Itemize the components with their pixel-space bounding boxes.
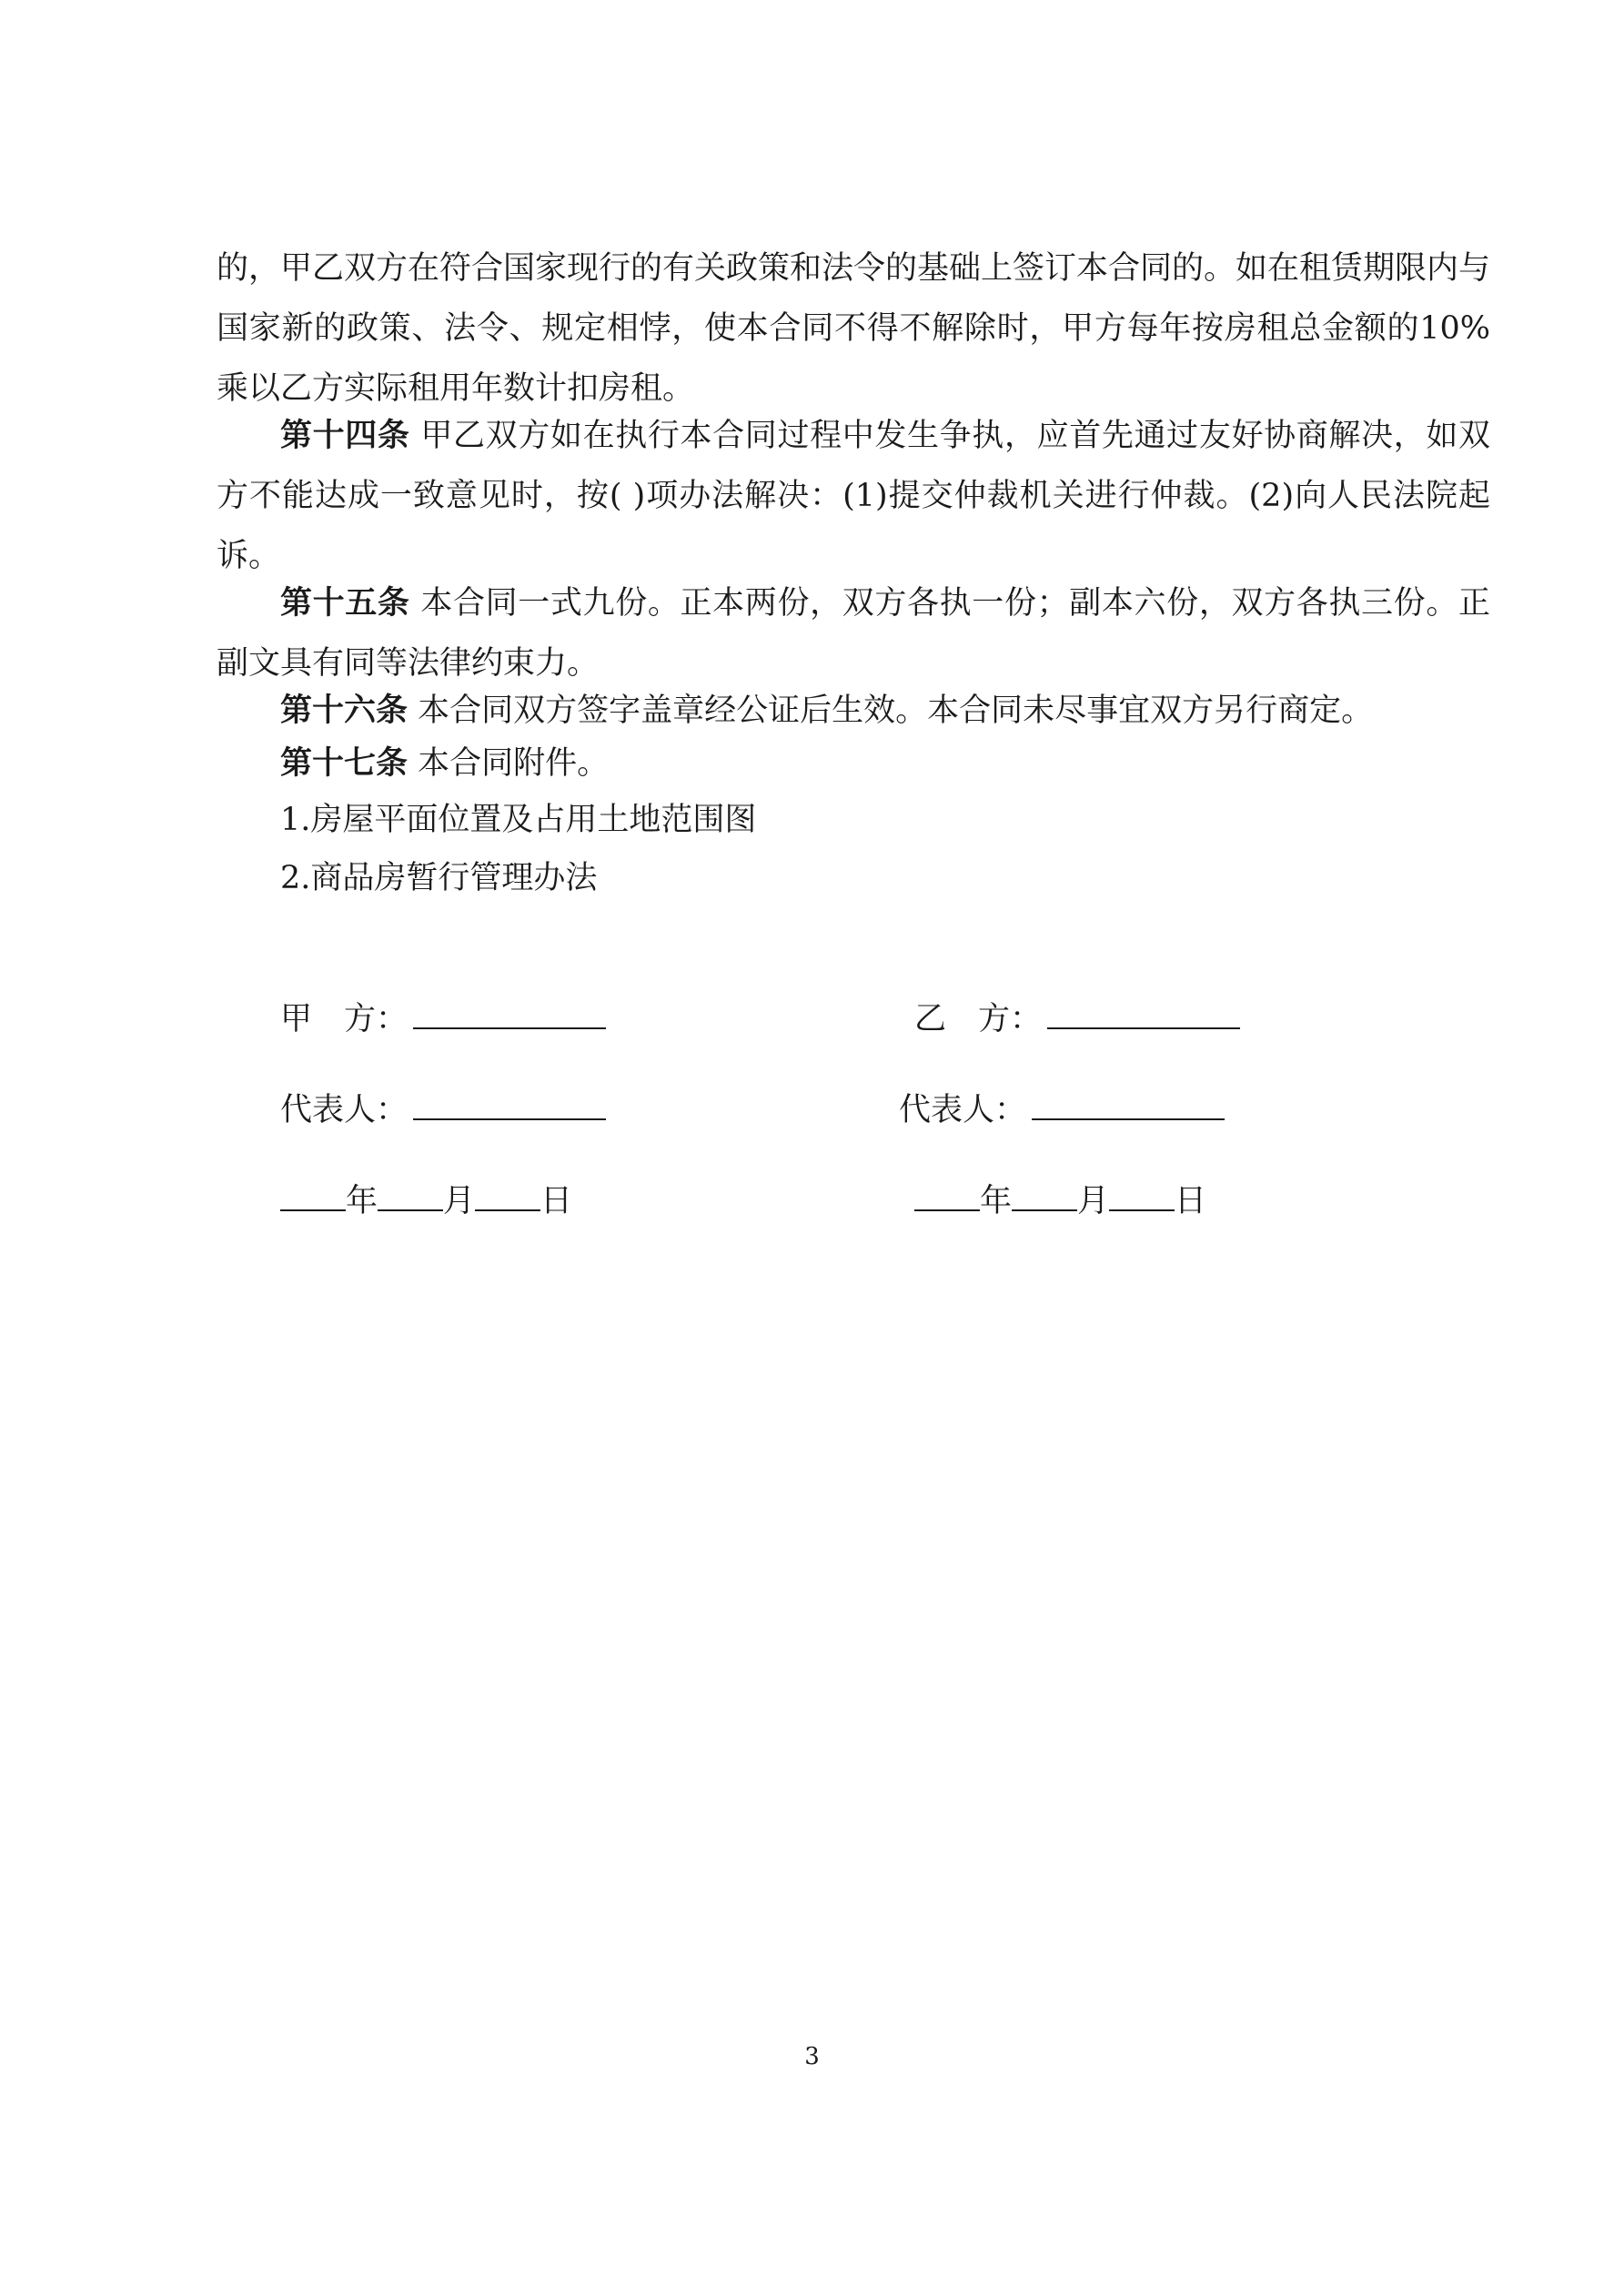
party-a-day-blank[interactable] bbox=[475, 1178, 540, 1211]
party-b-label: 乙 方： bbox=[914, 1001, 1043, 1037]
party-a-month-blank[interactable] bbox=[378, 1178, 443, 1211]
party-b-line bbox=[914, 996, 1240, 1042]
article-17 bbox=[217, 733, 1490, 794]
party-b-date-line bbox=[914, 1178, 1206, 1224]
article-16-label: 第十六条 bbox=[280, 692, 409, 729]
year-label: 年 bbox=[980, 1183, 1013, 1219]
party-a-label: 甲 方： bbox=[280, 1001, 409, 1037]
day-label: 日 bbox=[1175, 1183, 1207, 1219]
party-a-date-line bbox=[280, 1178, 572, 1224]
paragraph-text: 的，甲乙双方在符合国家现行的有关政策和法令的基础上签订本合同的。如在租赁期限内与国家新的政策、法令、规定相悖，使本合同不得不解除时，甲方每年按房租总金额的10%乘以乙方实际租用年数计扣房租。 bbox=[217, 250, 1491, 407]
article-17-label: 第十七条 bbox=[280, 744, 409, 782]
party-b-month-blank[interactable] bbox=[1012, 1178, 1077, 1211]
article-15-label: 第十五条 bbox=[280, 584, 410, 622]
article-14-text: 甲乙双方如在执行本合同过程中发生争执，应首先通过友好协商解决，如双方不能达成一致意见时，按( )项办法解决：(1)提交仲裁机关进行仲裁。(2)向人民法院起诉。 bbox=[217, 418, 1490, 574]
article-16-text: 本合同双方签字盖章经公证后生效。本合同未尽事宜双方另行商定。 bbox=[418, 693, 1374, 729]
party-a-rep-blank[interactable] bbox=[413, 1087, 606, 1120]
paragraph-continued bbox=[217, 238, 1490, 419]
article-14-label: 第十四条 bbox=[280, 417, 410, 454]
month-label: 月 bbox=[1077, 1183, 1110, 1219]
attachment-item-2: 2.商品房暂行管理办法 bbox=[280, 860, 598, 896]
article-17-text: 本合同附件。 bbox=[418, 745, 610, 782]
party-a-year-blank[interactable] bbox=[280, 1178, 346, 1211]
party-a-blank[interactable] bbox=[413, 996, 606, 1029]
article-15 bbox=[217, 573, 1490, 693]
party-b-rep-blank[interactable] bbox=[1032, 1087, 1225, 1120]
page-number: 3 bbox=[804, 2043, 820, 2070]
article-16 bbox=[217, 681, 1490, 741]
attachment-item-1: 1.房屋平面位置及占用土地范围图 bbox=[280, 802, 757, 838]
party-a-rep-line bbox=[280, 1087, 606, 1133]
party-b-rep-label: 代表人： bbox=[899, 1092, 1027, 1128]
party-b-blank[interactable] bbox=[1047, 996, 1240, 1029]
party-b-year-blank[interactable] bbox=[914, 1178, 980, 1211]
party-a-rep-label: 代表人： bbox=[280, 1092, 409, 1128]
party-a-line bbox=[280, 996, 606, 1042]
article-14 bbox=[217, 406, 1490, 586]
year-label: 年 bbox=[346, 1183, 378, 1219]
article-15-text: 本合同一式九份。正本两份，双方各执一份；副本六份，双方各执三份。正副文具有同等法律约束力。 bbox=[217, 585, 1490, 682]
party-b-day-blank[interactable] bbox=[1109, 1178, 1175, 1211]
day-label: 日 bbox=[540, 1183, 573, 1219]
party-b-rep-line bbox=[899, 1087, 1225, 1133]
month-label: 月 bbox=[443, 1183, 476, 1219]
